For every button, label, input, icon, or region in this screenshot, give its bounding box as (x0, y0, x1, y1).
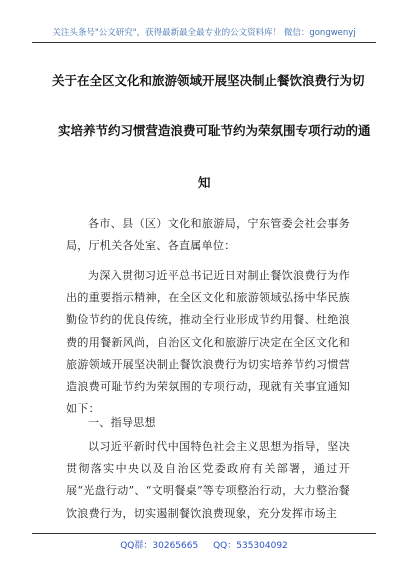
paragraph-guiding-ideology: 以习近平新时代中国特色社会主义思想为指导，坚决贯彻落实中央以及自治区党委政府有关部署，通过开展“光盘行动”、“文明餐桌”等专项整治行动，大力整治餐饮浪费行为，切实遏制餐饮浪费现象，充分发挥市场主 (66, 440, 350, 520)
document-title-line-1: 关于在全区文化和旅游领域开展坚决制止餐饮浪费行为切 (52, 73, 365, 88)
footer-qq-number: QQ：535304092 (213, 541, 288, 551)
document-title-line-3: 知 (198, 175, 211, 190)
document-title-line-2: 实培养节约习惯营造浪费可耻节约为荣氛围专项行动的通 (58, 123, 371, 138)
paragraph-intro: 为深入贯彻习近平总书记近日对制止餐饮浪费行为作出的重要指示精神，在全区文化和旅游领域弘扬中华民族勤俭节约的优良传统，推动全行业形成节约用餐、杜绝浪费的用餐新风尚，自治区文化和旅游厅决定在全区文化和旅游领域开展坚决制止餐饮浪费行为切实培养节约习惯营造浪费可耻节约为荣氛围的专项行动，现就有关事宜通知如下： (66, 269, 350, 416)
footer-qq-group: QQ群：30265665 (120, 541, 199, 551)
section-heading-guiding-ideology: 一、指导思想 (88, 416, 156, 429)
page-footer (32, 533, 376, 551)
header-promo-text: 关注头条号"公文研究"，获得最新最全最专业的公文资料库！ 微信：gongwenyj (52, 28, 356, 38)
salutation: 各市、县（区）文化和旅游局，宁东管委会社会事务局，厅机关各处室、各直属单位： (66, 217, 350, 253)
page-header (32, 24, 376, 43)
